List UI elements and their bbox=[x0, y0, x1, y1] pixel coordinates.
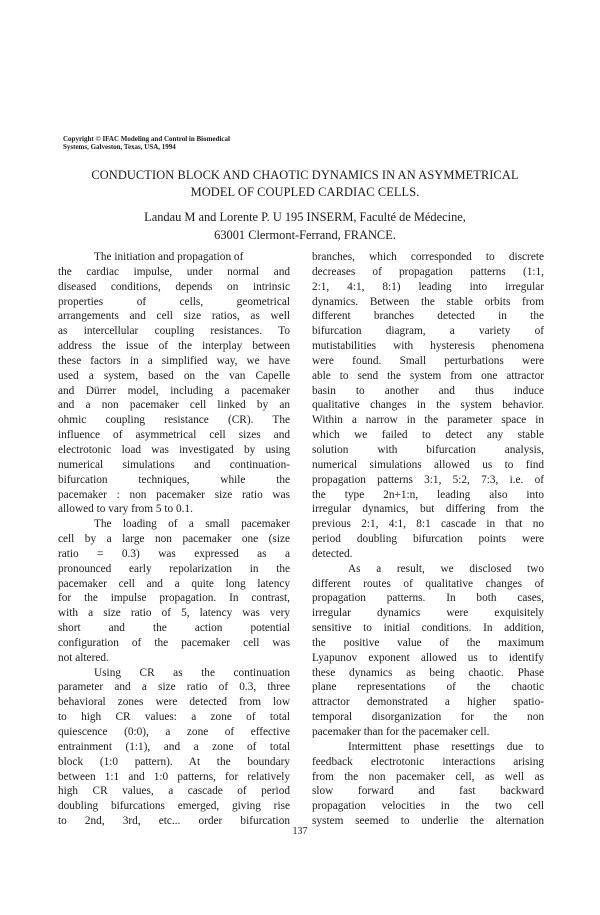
paper-title-line-2: MODEL OF COUPLED CARDIAC CELLS. bbox=[190, 185, 420, 199]
left-column-line: The loading of a small pacemaker bbox=[94, 518, 290, 531]
left-column-line: pacemaker cell and a quite long latency bbox=[58, 577, 290, 590]
left-column-line: Using CR as the continuation bbox=[94, 666, 290, 679]
author-line-2: 63001 Clermont-Ferrand, FRANCE. bbox=[214, 227, 396, 242]
left-column-line: and Dürrer model, including a pacemaker bbox=[58, 384, 290, 397]
right-column-line: plane representations of the chaotic bbox=[312, 681, 544, 694]
right-column-line: Within a narrow in the parameter space in bbox=[312, 414, 544, 427]
left-column-line: high CR values, a cascade of period bbox=[58, 785, 290, 798]
right-column-line: irregular dynamics, but differing from the bbox=[312, 503, 544, 516]
paper-title bbox=[40, 167, 570, 201]
right-column-line: sensitive to initial conditions. In addition, bbox=[312, 622, 544, 635]
copyright-notice bbox=[63, 135, 323, 152]
left-column-line: quiescence (0:0), a zone of effective bbox=[58, 726, 290, 738]
right-column-line: these dynamics as being chaotic. Phase bbox=[312, 666, 544, 679]
right-column-line: propagation patterns. In both cases, bbox=[312, 592, 544, 605]
right-column-line: attractor demonstrated a higher spatio- bbox=[312, 696, 544, 709]
right-column-line: numerical simulations allowed us to find bbox=[312, 458, 544, 471]
left-column-line: behavioral zones were detected from low bbox=[58, 696, 290, 709]
left-column-line: cell by a large non pacemaker one (size bbox=[58, 533, 290, 546]
right-column-line: the positive value of the maximum bbox=[312, 636, 544, 649]
author-affiliation bbox=[40, 209, 570, 244]
left-column-line: pronounced early repolarization in the bbox=[58, 562, 290, 575]
left-column-line: block (1:0 pattern). At the boundary bbox=[58, 755, 290, 768]
right-column-line: period doubling bifurcation points were bbox=[312, 533, 544, 546]
left-column-line: diseased conditions, depends on intrinsic bbox=[58, 280, 290, 293]
right-column-line: pacemaker than for the pacemaker cell. bbox=[312, 726, 490, 738]
right-column-line: basin to another and thus induce bbox=[312, 384, 544, 397]
left-column-line: short and the action potential bbox=[58, 622, 290, 635]
right-column-line: 2:1, 4:1, 8:1) leading into irregular bbox=[312, 280, 544, 293]
right-column-line: solution with bifurcation analysis, bbox=[312, 443, 544, 456]
left-column-line: configuration of the pacemaker cell was bbox=[58, 636, 290, 649]
left-column-line: allowed to vary from 5 to 0.1. bbox=[58, 503, 193, 516]
left-column-line: to high CR values: a zone of total bbox=[58, 711, 290, 724]
right-column-line: dynamics. Between the stable orbits from bbox=[312, 295, 544, 308]
right-column-line: bifurcation diagram, a variety of bbox=[312, 325, 544, 338]
left-column-line: as intercellular coupling resistances. To bbox=[58, 325, 290, 338]
right-column-line: qualitative changes in the system behavior. bbox=[312, 399, 544, 412]
right-column-line: system seemed to underlie the alternation bbox=[312, 815, 544, 828]
right-column-line: Intermittent phase resettings due to bbox=[348, 740, 544, 753]
left-column-line: arrangements and cell size ratios, as well bbox=[58, 310, 290, 323]
left-column-line: between 1:1 and 1:0 patterns, for relatively bbox=[58, 770, 290, 783]
left-column-line: doubling bifurcations emerged, giving rise bbox=[58, 800, 290, 813]
left-column-line: electrotonic load was investigated by using bbox=[58, 443, 290, 456]
right-column-line: different branches detected in the bbox=[312, 310, 544, 323]
right-column-line: detected. bbox=[312, 547, 353, 560]
copyright-line-1: Copyright © IFAC Modeling and Control in Biomedical bbox=[63, 135, 230, 143]
right-column-line: feedback electrotonic interactions arising bbox=[312, 755, 544, 768]
page-number: 137 bbox=[292, 826, 308, 837]
left-column-line: not altered. bbox=[58, 651, 109, 664]
left-column-line: address the issue of the interplay between bbox=[58, 340, 290, 353]
left-column-line: for the impulse propagation. In contrast, bbox=[58, 592, 290, 605]
right-column-line: the type 2n+1:n, leading also into bbox=[312, 488, 544, 501]
left-column-line: influence of asymmetrical cell sizes and bbox=[58, 429, 290, 442]
right-column-line: were found. Small perturbations were bbox=[312, 354, 544, 367]
left-column-line: ohmic coupling resistance (CR). The bbox=[58, 414, 290, 427]
left-column-line: numerical simulations and continuation- bbox=[58, 458, 290, 471]
right-column-line: propagation patterns 3:1, 5:2, 7:3, i.e. of bbox=[312, 473, 544, 486]
left-column-line: these factors in a simplified way, we have bbox=[58, 354, 290, 367]
right-column-line: temporal disorganization for the non bbox=[312, 711, 544, 724]
right-column-line: Lyapunov exponent allowed us to identify bbox=[312, 651, 544, 664]
left-column-line: to 2nd, 3rd, etc... order bifurcation bbox=[58, 815, 290, 828]
left-column-line: entrainment (1:1), and a zone of total bbox=[58, 740, 290, 753]
right-column-line: which we failed to detect any stable bbox=[312, 429, 544, 442]
paper-title-line-1: CONDUCTION BLOCK AND CHAOTIC DYNAMICS IN AN ASYMMETRICAL bbox=[91, 168, 519, 182]
left-column-line: and a non pacemaker cell linked by an bbox=[58, 399, 290, 412]
left-column-line: the cardiac impulse, under normal and bbox=[58, 265, 290, 278]
left-column-line: parameter and a size ratio of 0.3, three bbox=[58, 681, 290, 694]
left-column-line: properties of cells, geometrical bbox=[58, 295, 290, 308]
right-column-line: able to send the system from one attractor bbox=[312, 369, 544, 382]
right-column-line: decreases of propagation patterns (1:1, bbox=[312, 265, 544, 278]
left-column-line: with a size ratio of 5, latency was very bbox=[58, 607, 290, 620]
left-column-line: ratio = 0.3) was expressed as a bbox=[58, 547, 290, 560]
right-column bbox=[312, 250, 544, 829]
copyright-line-2: Systems, Galveston, Texas, USA, 1994 bbox=[63, 143, 176, 152]
right-column-line: propagation velocities in the two cell bbox=[312, 800, 544, 813]
right-column-line: from the non pacemaker cell, as well as bbox=[312, 770, 544, 783]
left-column-line: bifurcation techniques, while the bbox=[58, 473, 290, 486]
author-line-1: Landau M and Lorente P. U 195 INSERM, Faculté de Médecine, bbox=[144, 210, 466, 224]
left-column-line: used a system, based on the van Capelle bbox=[58, 369, 290, 382]
right-column-line: slow forward and fast backward bbox=[312, 785, 544, 798]
left-column-line: pacemaker : non pacemaker size ratio was bbox=[58, 488, 290, 501]
left-column-line: The initiation and propagation of bbox=[94, 251, 244, 263]
right-column-line: branches, which corresponded to discrete bbox=[312, 251, 544, 263]
right-column-line: As a result, we disclosed two bbox=[348, 562, 544, 575]
right-column-line: previous 2:1, 4:1, 8:1 cascade in that no bbox=[312, 518, 544, 531]
right-column-line: irregular dynamics were exquisitely bbox=[312, 607, 544, 620]
right-column-line: different routes of qualitative changes of bbox=[312, 577, 544, 590]
right-column-line: mutistabilities with hysteresis phenomena bbox=[312, 340, 544, 353]
left-column bbox=[58, 250, 290, 829]
